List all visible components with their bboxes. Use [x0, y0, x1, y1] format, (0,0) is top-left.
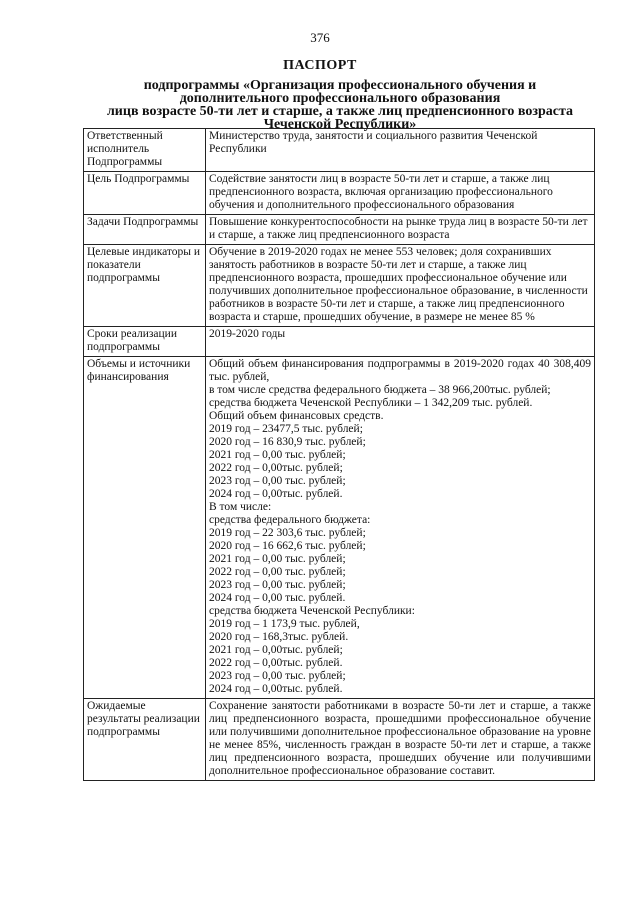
table-row — [84, 129, 595, 172]
financing-line: средства бюджета Чеченской Республики: — [209, 605, 415, 617]
subtitle-line: Чеченской Республики» — [263, 117, 417, 132]
table-row — [84, 215, 595, 245]
subtitle-line: лицв возрасте 50-ти лет и старше, а также лиц предпенсионного возраста — [106, 104, 574, 119]
financing-line: 2023 год – 0,00 тыс. рублей; — [209, 579, 346, 591]
financing-line: 2022 год – 0,00тыс. рублей. — [209, 657, 343, 669]
financing-line: средства федерального бюджета: — [209, 514, 371, 526]
table-row — [84, 357, 595, 699]
document-subtitle — [90, 79, 590, 131]
row-value-indicators: Обучение в 2019-2020 годах не менее 553 человек; доля сохранивших занятость работников в возрасте 50-ти лет и старше, а также лиц предпенсионного возраста, прошедших профессиональное обучение или получивших дополнительное профессиональное образование, в численности работников в возрасте 50-ти лет и старше, а также лиц предпенсионного возраста и старше, прошедших обучение, в размере не менее 85 % — [206, 245, 595, 327]
table-row — [84, 172, 595, 215]
financing-line: 2024 год – 0,00тыс. рублей. — [209, 488, 343, 500]
row-value-financing — [206, 357, 595, 699]
row-value-tasks: Повышение конкурентоспособности на рынке труда лиц в возрасте 50-ти лет и старше, а также лиц предпенсионного возраста — [206, 215, 595, 245]
financing-line: 2021 год – 0,00 тыс. рублей; — [209, 449, 346, 461]
financing-line: в том числе средства федерального бюджета – 38 966,200тыс. рублей; — [209, 384, 551, 396]
table-row — [84, 327, 595, 357]
row-label-financing: Объемы и источники финансирования — [84, 357, 206, 699]
financing-line: 2020 год – 168,3тыс. рублей. — [209, 631, 349, 643]
financing-line: 2021 год – 0,00 тыс. рублей; — [209, 553, 346, 565]
financing-line: 2021 год – 0,00тыс. рублей; — [209, 644, 343, 656]
financing-line: 2024 год – 0,00тыс. рублей. — [209, 683, 343, 695]
row-label-indicators: Целевые индикаторы и показатели подпрограммы — [84, 245, 206, 327]
row-value-period: 2019-2020 годы — [206, 327, 595, 357]
financing-line: 2022 год – 0,00тыс. рублей; — [209, 462, 343, 474]
subtitle-line: дополнительного профессионального образования — [179, 91, 501, 106]
row-label-executor: Ответственный исполнитель Подпрограммы — [84, 129, 206, 172]
page-number: 376 — [310, 30, 330, 45]
financing-line: В том числе: — [209, 501, 272, 513]
financing-line: средства бюджета Чеченской Республики – 1 342,209 тыс. рублей. — [209, 397, 533, 409]
financing-line: 2020 год – 16 662,6 тыс. рублей; — [209, 540, 366, 552]
financing-line: 2022 год – 0,00 тыс. рублей; — [209, 566, 346, 578]
row-value-executor: Министерство труда, занятости и социального развития Чеченской Республики — [206, 129, 595, 172]
financing-line: 2019 год – 22 303,6 тыс. рублей; — [209, 527, 366, 539]
subtitle-line: подпрограммы «Организация профессионального обучения и — [143, 78, 537, 93]
row-label-tasks: Задачи Подпрограммы — [84, 215, 206, 245]
row-value-results: Сохранение занятости работниками в возрасте 50-ти лет и старше, а также лиц предпенсионного возраста, прошедшими профессиональное обучение или получившими дополнительное профессиональное образование на уровне не менее 85%, численность граждан в возрасте 50-ти лет и старше, а также лиц предпенсионного возраста, прошедших обучение или получившими дополнительное профессиональное образование составит. — [206, 699, 595, 781]
table-row — [84, 699, 595, 781]
document-title: ПАСПОРТ — [283, 58, 357, 73]
financing-line: 2023 год – 0,00 тыс. рублей; — [209, 475, 346, 487]
row-label-period: Сроки реализации подпрограммы — [84, 327, 206, 357]
financing-line: 2019 год – 1 173,9 тыс. рублей, — [209, 618, 360, 630]
table-row — [84, 245, 595, 327]
passport-table — [83, 128, 595, 781]
financing-line: 2023 год – 0,00 тыс. рублей; — [209, 670, 346, 682]
row-value-goal: Содействие занятости лиц в возрасте 50-ти лет и старше, а также лиц предпенсионного возраста, включая организацию профессионального обучения и дополнительного профессионального образования — [206, 172, 595, 215]
financing-line: 2024 год – 0,00 тыс. рублей. — [209, 592, 346, 604]
financing-line: 2019 год – 23477,5 тыс. рублей; — [209, 423, 363, 435]
financing-line: 2020 год – 16 830,9 тыс. рублей; — [209, 436, 366, 448]
row-label-goal: Цель Подпрограммы — [84, 172, 206, 215]
financing-line: Общий объем финансирования подпрограммы в 2019-2020 годах 40 308,409 тыс. рублей, — [209, 358, 591, 383]
row-label-results: Ожидаемые результаты реализации подпрограммы — [84, 699, 206, 781]
financing-line: Общий объем финансовых средств. — [209, 410, 384, 422]
